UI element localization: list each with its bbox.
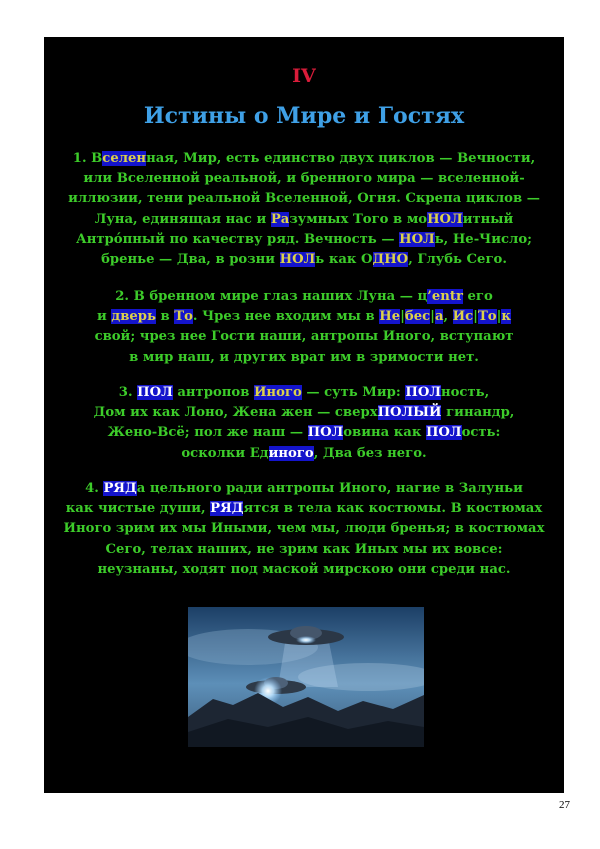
highlighted-word: То (174, 309, 193, 325)
text-line (50, 307, 558, 327)
text-line (50, 444, 558, 464)
page-number: 27 (559, 799, 570, 811)
text-line (50, 149, 558, 169)
text-line (50, 540, 558, 560)
text-segment: в (155, 309, 175, 325)
text-segment: ятся в тела как костюмы. В костюмах (243, 501, 543, 517)
highlighted-word: ПОЛ (405, 385, 441, 400)
text-segment: а цельного ради антропы Иного, нагие в Залуньи (136, 481, 523, 496)
text-line (50, 383, 558, 403)
text-segment: , Глубь Сего. (408, 252, 507, 268)
highlighted-word: ПОЛ (137, 385, 173, 400)
highlighted-word: ПОЛЫЙ (377, 405, 442, 421)
text-segment: ная, Мир, есть единство двух циклов — Вечности, (146, 151, 536, 166)
text-line (50, 210, 558, 230)
text-segment: или Вселенной реальной, и бренного мира — вселенной- (83, 171, 525, 187)
highlighted-word: Ра (270, 211, 290, 227)
highlighted-word: НОЛ (399, 231, 435, 247)
text-segment: Жено-Всё; пол же наш — (107, 425, 308, 441)
highlighted-word: ’entr (427, 289, 463, 304)
highlighted-word: селен (102, 151, 147, 166)
page-panel (44, 37, 564, 793)
text-segment: в мир наш, и других врат им в зримости нет. (129, 349, 479, 365)
highlighted-word: ПОЛ (425, 425, 462, 441)
text-segment: иллюзии, тени реальной Вселенной, Огня. Скрепа циклов — (68, 191, 540, 207)
text-segment: , Два без него. (313, 445, 427, 461)
paragraph-2 (50, 287, 558, 368)
highlighted-word: дверь (111, 309, 156, 325)
highlighted-word: а (434, 309, 444, 325)
text-segment: ь как О (315, 252, 373, 268)
text-segment: гинандр, (441, 405, 515, 421)
text-segment: . Чрез нее входим мы в (192, 309, 380, 325)
text-segment: | (400, 309, 405, 325)
text-segment: Дом их как Лоно, Жена жен — сверх (93, 405, 378, 421)
text-segment: 2. В бренном мире глаз наших Луна — ц (115, 289, 428, 304)
text-segment: как чистые души, (65, 501, 211, 517)
text-segment: антропов (172, 385, 254, 400)
text-segment: Антрóпный по качеству ряд. Вечность — (75, 231, 400, 247)
highlighted-word: ПОЛ (307, 425, 344, 441)
paragraph-4 (50, 479, 558, 580)
ufo-image-icon (188, 607, 424, 747)
text-segment: , (443, 309, 453, 325)
text-segment: Иного зрим их мы Иными, чем мы, люди бренья; в костюмах (63, 521, 545, 537)
text-segment: Луна, единящая нас и (94, 211, 271, 227)
text-segment: 4. (85, 481, 104, 496)
highlighted-word: РЯД (210, 501, 244, 517)
text-segment: Сего, телах наших, не зрим как Иных мы их вовсе: (105, 541, 503, 557)
paragraph-3 (50, 383, 558, 464)
text-line (50, 287, 558, 307)
text-segment: бренье — Два, в розни (101, 252, 280, 268)
text-segment: ность, (440, 385, 490, 400)
text-segment: | (496, 309, 502, 325)
highlighted-word: к (501, 309, 511, 325)
text-segment: неузнаны, ходят под маской мирскою они среди нас. (97, 561, 511, 577)
ufo-illustration (188, 607, 424, 747)
paragraph-1 (50, 149, 558, 270)
highlighted-word: НОЛ (279, 252, 316, 268)
chapter-number: IV (292, 65, 316, 87)
text-segment: и (97, 309, 112, 325)
highlighted-word: Иного (253, 385, 302, 400)
text-line (50, 499, 558, 519)
text-line (50, 403, 558, 423)
highlighted-word: иного (268, 445, 314, 461)
highlighted-word: ДНО (372, 252, 409, 268)
text-segment: осколки Ед (181, 445, 269, 461)
highlighted-word: То (477, 309, 497, 325)
text-segment: зумных Того в мо (289, 211, 428, 227)
text-line (50, 560, 558, 580)
text-segment: овина как (343, 425, 426, 441)
text-segment: ь, Не-Число; (434, 231, 532, 247)
text-line (50, 250, 558, 270)
highlighted-word: Не (379, 309, 401, 325)
text-line (50, 479, 558, 499)
highlighted-word: Ис (452, 309, 474, 325)
text-segment: ость: (461, 425, 501, 441)
highlighted-word: РЯД (103, 481, 137, 496)
text-segment: 3. (118, 385, 138, 400)
text-segment: итный (462, 211, 514, 227)
highlighted-word: НОЛ (427, 211, 463, 227)
text-line (50, 348, 558, 368)
text-line (50, 169, 558, 189)
text-line (50, 327, 558, 347)
text-segment: | (430, 309, 435, 325)
text-segment: | (473, 309, 478, 325)
page-title: Истины о Мире и Гостях (143, 103, 465, 129)
text-line (50, 189, 558, 209)
highlighted-word: бес (404, 309, 431, 325)
text-segment: 1. В (72, 151, 103, 166)
text-line (50, 230, 558, 250)
text-line (50, 519, 558, 539)
text-segment: его (462, 289, 493, 304)
text-segment: свой; чрез нее Гости наши, антропы Иного, вступают (94, 329, 514, 345)
text-segment: — суть Мир: (301, 385, 406, 400)
text-line (50, 423, 558, 443)
